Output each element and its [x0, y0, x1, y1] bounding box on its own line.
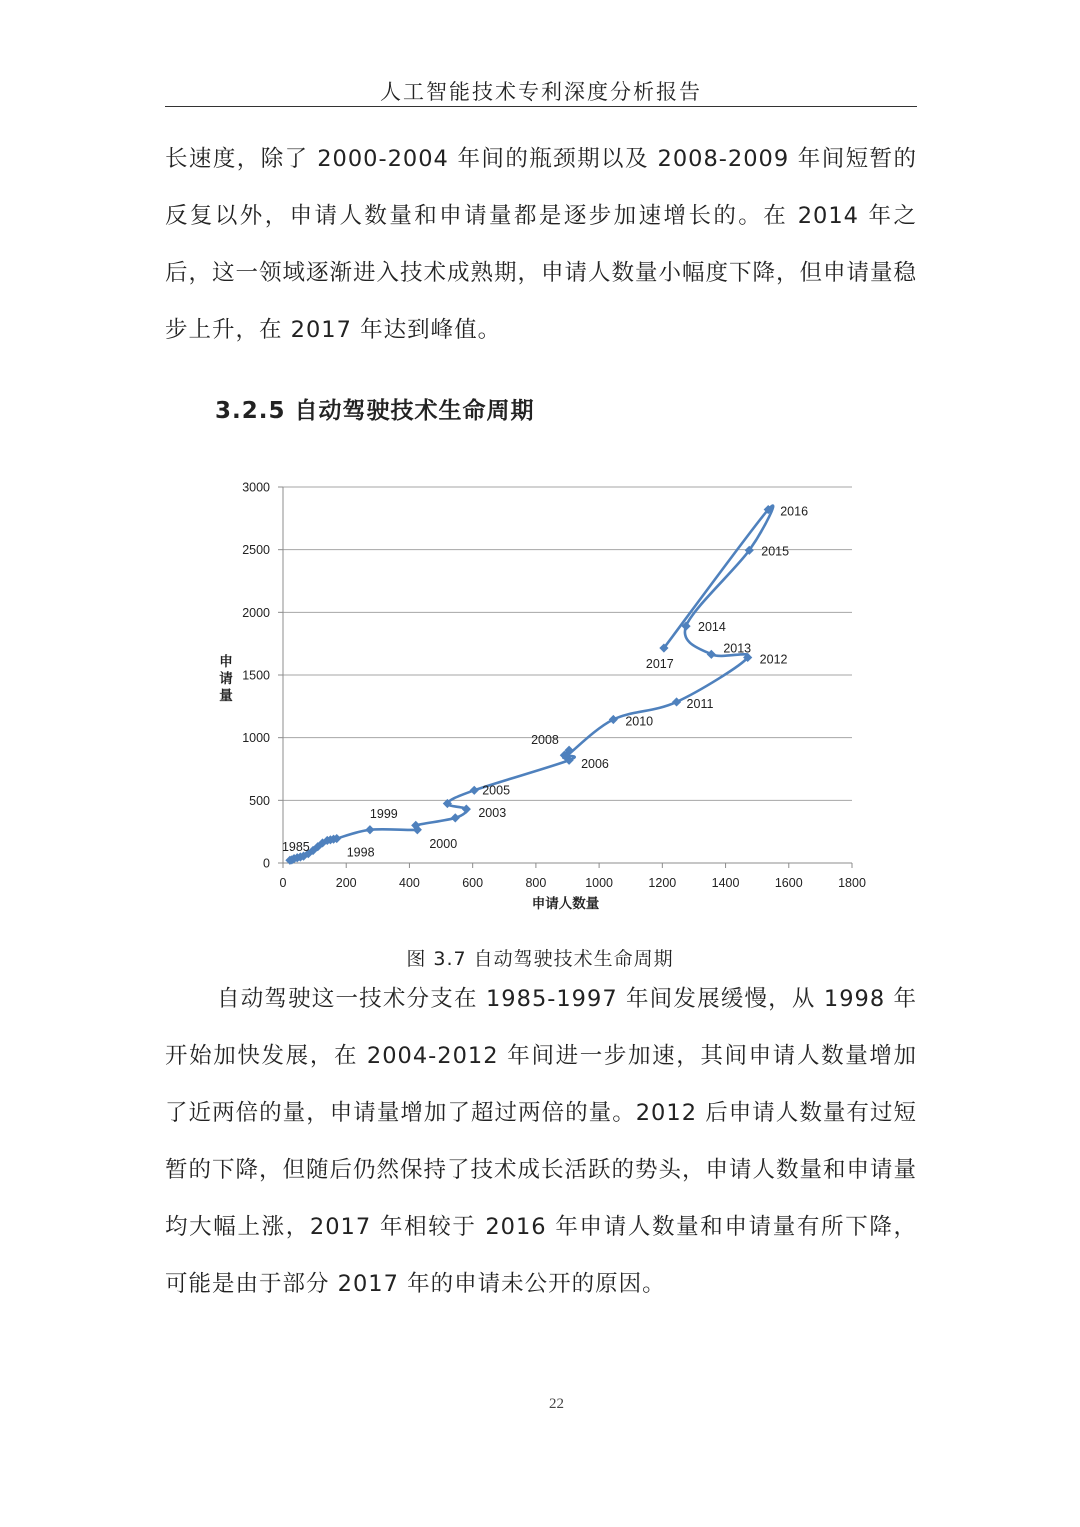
- data-label-2016: 2016: [780, 504, 809, 519]
- data-label-2005: 2005: [482, 783, 511, 798]
- y-axis-title-char: 申: [219, 654, 233, 670]
- data-point-2013: [707, 650, 716, 659]
- data-label-2010: 2010: [625, 714, 654, 729]
- y-axis-title-char: 量: [219, 688, 233, 704]
- x-tick-label-1400: 1400: [711, 876, 740, 890]
- y-tick-label-2500: 2500: [242, 543, 270, 558]
- intro-paragraph: 长速度，除了 2000-2004 年间的瓶颈期以及 2008-2009 年间短暂的反复以外，申请人数量和申请量都是逐步加速增长的。在 2014 年之后，这一领域逐渐进入技术成熟期，申请人数量小幅度下降，但申请量稳步上升，在 2017 年达到峰值。: [165, 146, 918, 343]
- x-tick-label-800: 800: [525, 876, 547, 890]
- x-tick-label-600: 600: [462, 876, 484, 890]
- analysis-paragraph: 自动驾驶这一技术分支在 1985-1997 年间发展缓慢，从 1998 年开始加快发展，在 2004-2012 年间进一步加速，其间申请人数量增加了近两倍的量，申请量增加了超过两倍的量。2012 后申请人数量有过短暂的下降，但随后仍然保持了技术成长活跃的势头，申请人数量和申请量均大幅上涨，2017 年相较于 2016 年申请人数量和申请量有所下降，可能是由于部分 2017 年的申请未公开的原因。: [165, 986, 918, 1297]
- figure-caption: 图 3.7 自动驾驶技术生命周期: [406, 948, 674, 970]
- y-tick-label-0: 0: [263, 856, 270, 871]
- data-point-2005: [470, 786, 479, 795]
- y-tick-label-1000: 1000: [242, 731, 270, 746]
- x-axis-title: 申请人数量: [531, 896, 600, 912]
- x-tick-label-200: 200: [335, 876, 357, 890]
- section-heading: 3.2.5 自动驾驶技术生命周期: [215, 398, 535, 424]
- data-point-2003: [462, 805, 471, 814]
- x-tick-label-1000: 1000: [585, 876, 614, 890]
- y-tick-label-2000: 2000: [242, 605, 270, 620]
- data-label-1998: 1998: [346, 845, 375, 860]
- data-point-2011: [672, 697, 681, 706]
- x-tick-label-1800: 1800: [838, 876, 866, 890]
- data-label-2011: 2011: [686, 696, 714, 711]
- series-line: [290, 506, 773, 861]
- page-number: 22: [549, 1396, 564, 1412]
- header-divider: [165, 106, 917, 107]
- data-label-2017: 2017: [645, 657, 674, 672]
- data-label-2012: 2012: [759, 652, 788, 667]
- data-point-1999: [365, 825, 374, 834]
- data-label-2003: 2003: [478, 806, 507, 821]
- data-label-2015: 2015: [761, 544, 790, 559]
- x-tick-label-1600: 1600: [774, 876, 803, 890]
- y-tick-label-500: 500: [249, 793, 270, 808]
- y-tick-label-1500: 1500: [242, 668, 270, 683]
- data-point-2002: [451, 813, 460, 822]
- data-label-2014: 2014: [698, 620, 726, 635]
- lifecycle-chart-svg: [0, 470, 1080, 930]
- data-label-2000: 2000: [429, 836, 458, 851]
- data-label-2008: 2008: [531, 733, 559, 748]
- data-label-2006: 2006: [581, 757, 609, 772]
- y-axis-title-char: 请: [219, 671, 233, 687]
- x-tick-label-1200: 1200: [648, 876, 677, 890]
- y-tick-label-3000: 3000: [242, 480, 270, 495]
- report-header-title: 人工智能技术专利深度分析报告: [380, 80, 702, 104]
- x-tick-label-400: 400: [399, 876, 420, 890]
- data-label-1985: 1985: [281, 840, 310, 855]
- data-label-2013: 2013: [723, 641, 752, 656]
- lifecycle-chart: [0, 470, 1080, 930]
- data-label-1999: 1999: [369, 806, 398, 821]
- x-tick-label-0: 0: [279, 876, 287, 890]
